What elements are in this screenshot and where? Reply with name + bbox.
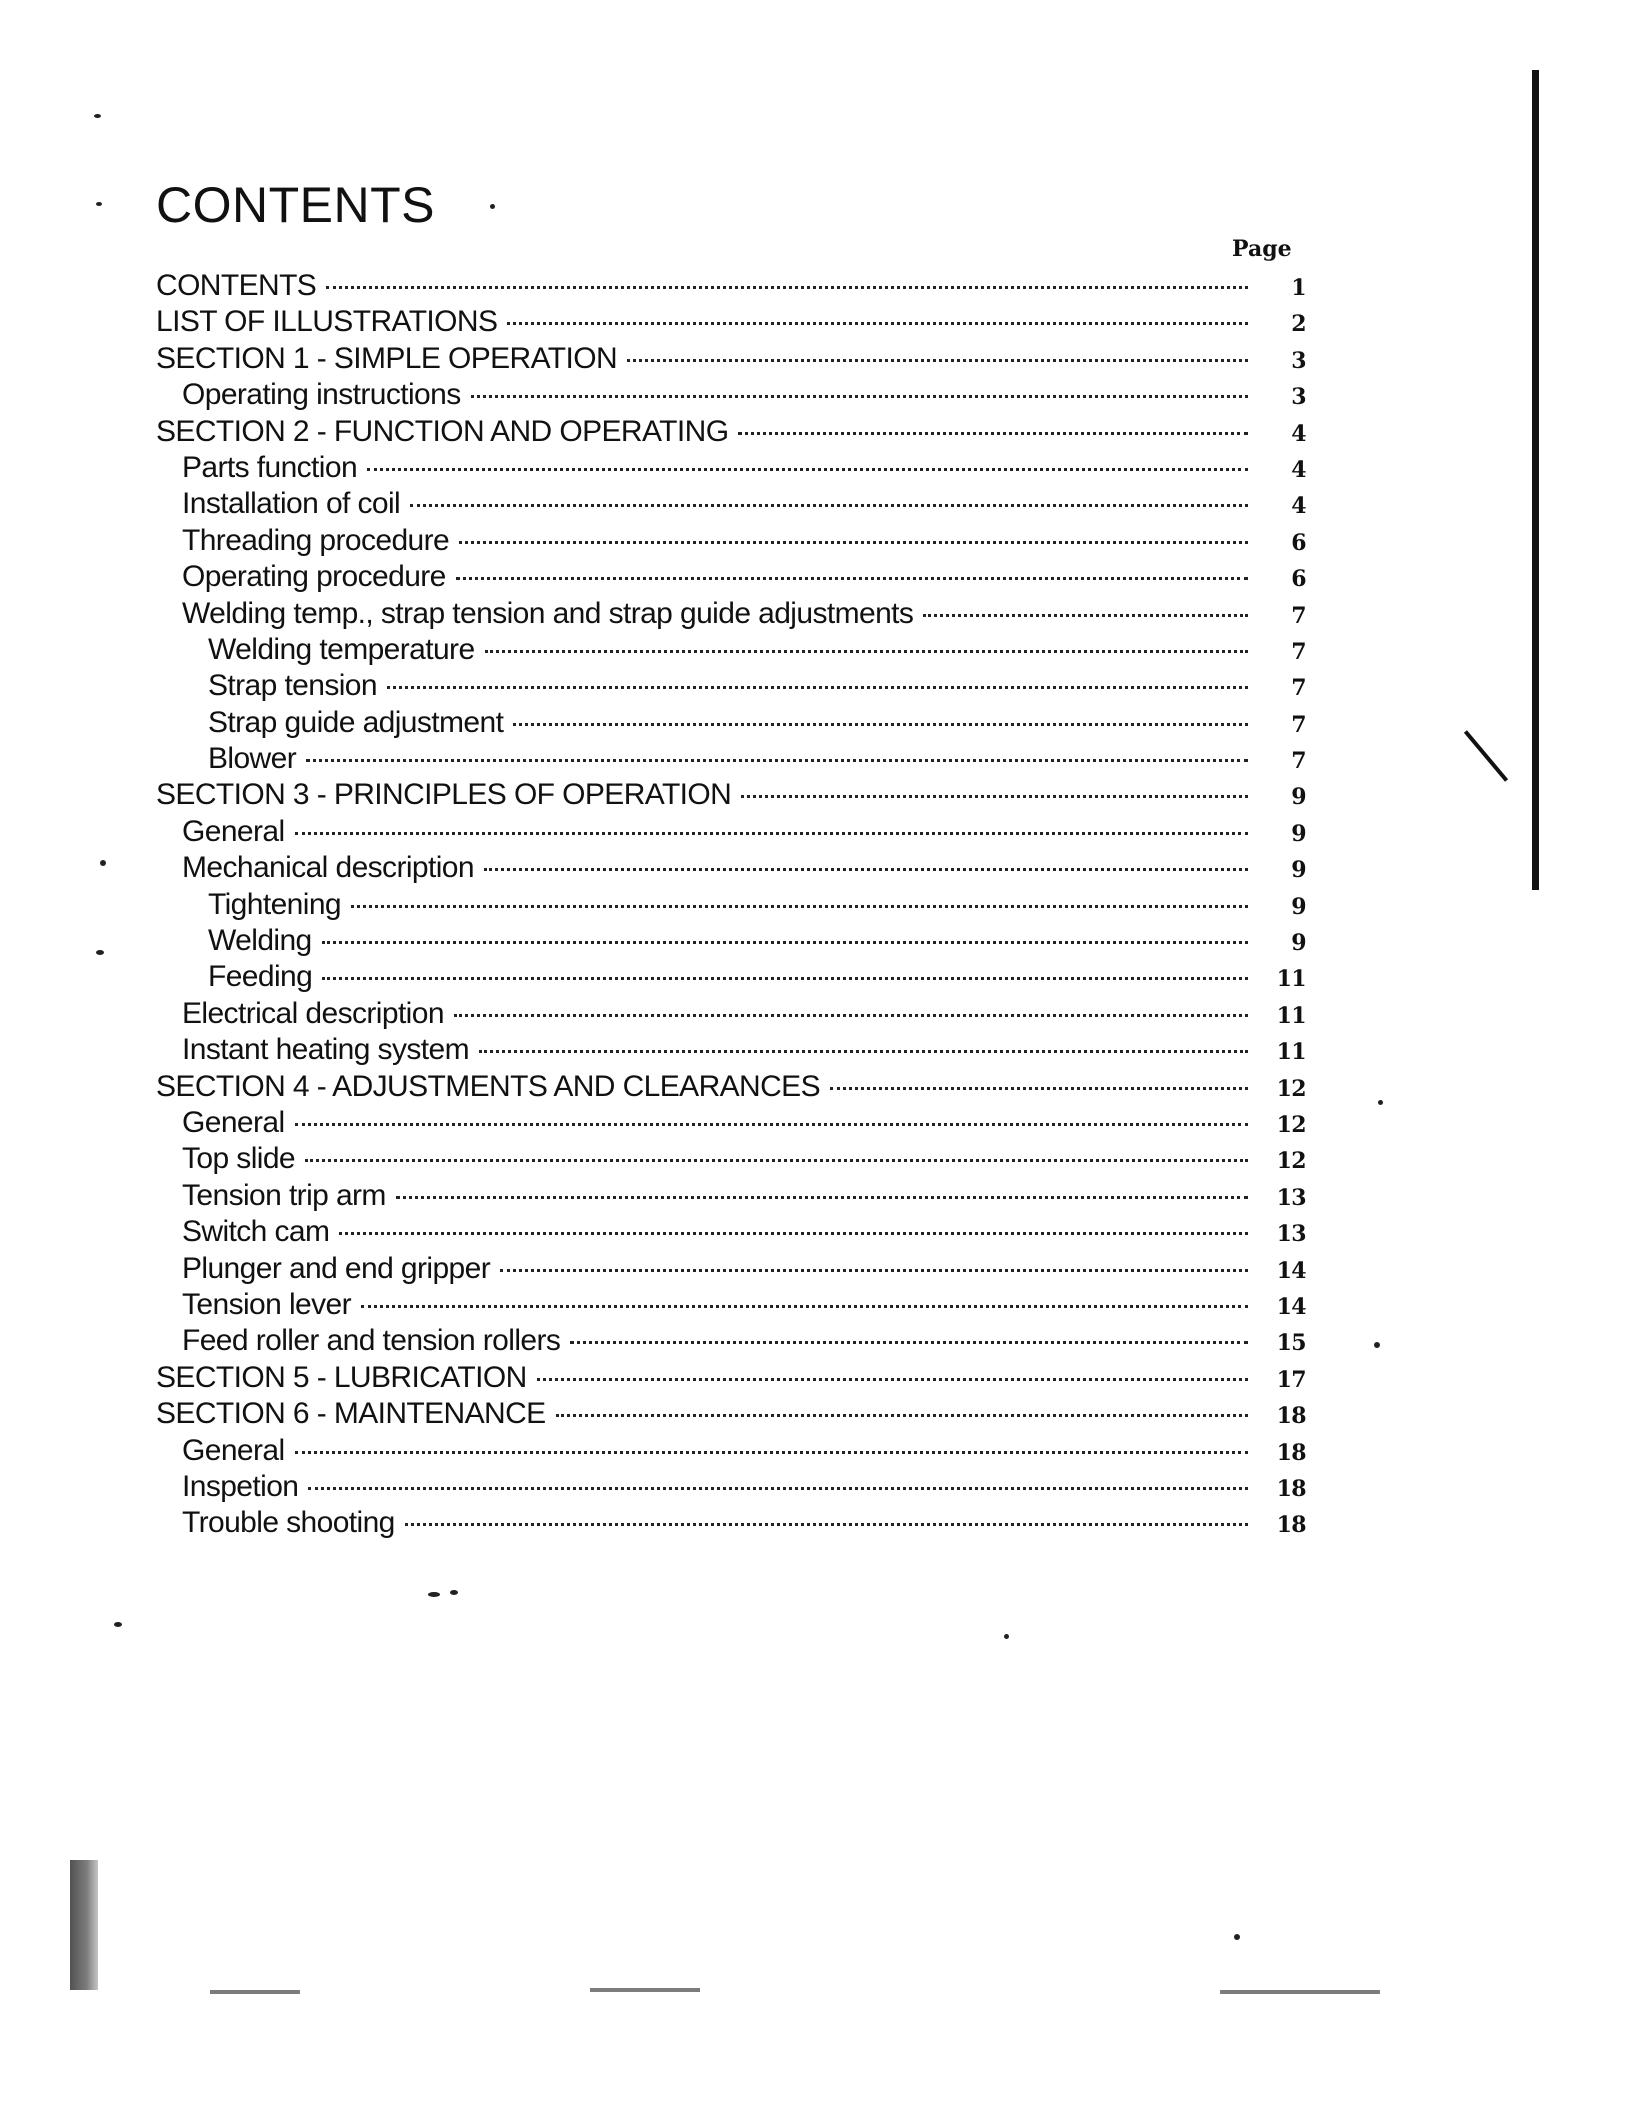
- toc-entry-label: Plunger and end gripper: [182, 1251, 491, 1285]
- toc-entry-page-number: 7: [1291, 638, 1306, 665]
- dot-leader: [322, 941, 1248, 944]
- toc-entry: [156, 450, 1306, 486]
- toc-entry: [156, 1069, 1306, 1105]
- toc-entry-page-number: 6: [1291, 529, 1306, 556]
- toc-entry-label: CONTENTS: [156, 269, 317, 302]
- dot-leader: [923, 614, 1248, 617]
- toc-entry: [156, 559, 1306, 595]
- dot-leader: [322, 977, 1248, 980]
- dot-leader: [500, 1269, 1248, 1272]
- toc-entry: [156, 632, 1306, 668]
- toc-entry-label: Strap guide adjustment: [208, 705, 504, 739]
- toc-entry-page-number: 15: [1276, 1330, 1306, 1357]
- scan-smudge: [210, 1990, 300, 1994]
- toc-entry-label: Tightening: [208, 887, 341, 921]
- dot-leader: [306, 759, 1248, 762]
- toc-entry: [156, 268, 1306, 304]
- scan-speck: [1004, 1634, 1009, 1639]
- toc-entry-label: Welding temp., strap tension and strap guide adjustments: [182, 596, 914, 630]
- scan-smudge: [1220, 1990, 1380, 1994]
- toc-entry-label: Welding: [208, 924, 312, 958]
- dot-leader: [484, 868, 1248, 871]
- dot-leader: [471, 395, 1248, 398]
- toc-entry-label: Trouble shooting: [182, 1506, 395, 1540]
- dot-leader: [326, 286, 1248, 289]
- toc-entry: [156, 304, 1306, 340]
- dot-leader: [627, 359, 1248, 362]
- toc-entry-label: Feeding: [208, 960, 313, 994]
- toc-entry-page-number: 3: [1291, 347, 1306, 374]
- toc-entry-page-number: 14: [1276, 1257, 1306, 1284]
- dot-leader: [485, 650, 1248, 653]
- toc-entry-label: Electrical description: [182, 996, 444, 1030]
- toc-entry-label: General: [182, 1105, 285, 1139]
- toc-entry: [156, 596, 1306, 632]
- toc-entry: [156, 814, 1306, 850]
- toc-entry: [156, 1251, 1306, 1287]
- scan-speck: [428, 1592, 440, 1597]
- toc-entry-label: Strap tension: [208, 669, 377, 703]
- toc-entry-page-number: 9: [1291, 820, 1306, 847]
- toc-entry-label: SECTION 1 - SIMPLE OPERATION: [156, 341, 618, 375]
- dot-leader: [507, 322, 1248, 325]
- toc-entry-page-number: 7: [1291, 602, 1306, 629]
- toc-entry: [156, 887, 1306, 923]
- toc-entry-label: General: [182, 1433, 285, 1467]
- toc-entry-label: Tension trip arm: [182, 1178, 386, 1212]
- toc-entry-page-number: 9: [1291, 784, 1306, 811]
- toc-entry-label: SECTION 2 - FUNCTION AND OPERATING: [156, 414, 729, 448]
- scan-speck: [1234, 1934, 1240, 1940]
- toc-entry-page-number: 12: [1276, 1075, 1306, 1102]
- dot-leader: [387, 686, 1248, 689]
- toc-entry: [156, 1360, 1306, 1396]
- toc-entry-label: Feed roller and tension rollers: [182, 1324, 561, 1358]
- toc-entry-label: Installation of coil: [182, 487, 401, 521]
- toc-entry-page-number: 13: [1276, 1184, 1306, 1211]
- toc-entry-label: Blower: [208, 742, 297, 776]
- dot-leader: [738, 432, 1248, 435]
- page-title: CONTENTS: [156, 177, 435, 233]
- dot-leader: [361, 1305, 1248, 1308]
- toc-entry-label: Tension lever: [182, 1287, 351, 1321]
- toc-entry-page-number: 12: [1276, 1111, 1306, 1138]
- toc-entry-page-number: 12: [1276, 1148, 1306, 1175]
- toc-entry: [156, 1323, 1306, 1359]
- dot-leader: [556, 1414, 1248, 1417]
- scan-speck: [100, 860, 106, 866]
- toc-entry: [156, 414, 1306, 450]
- scan-speck: [96, 202, 102, 206]
- dot-leader: [295, 832, 1248, 835]
- toc-entry: [156, 850, 1306, 886]
- toc-entry: [156, 523, 1306, 559]
- scan-edge-rule: [1532, 70, 1539, 890]
- toc-entry-label: SECTION 5 - LUBRICATION: [156, 1360, 527, 1394]
- toc-entry: [156, 1141, 1306, 1177]
- toc-entry-label: Inspetion: [182, 1469, 299, 1503]
- scan-speck: [450, 1590, 458, 1595]
- toc-entry: [156, 1105, 1306, 1141]
- toc-entry: [156, 486, 1306, 522]
- stray-pen-mark: [1464, 730, 1508, 782]
- toc-entry-label: General: [182, 814, 285, 848]
- dot-leader: [308, 1487, 1248, 1490]
- dot-leader: [305, 1159, 1248, 1162]
- toc-entry: [156, 1214, 1306, 1250]
- toc-entry: [156, 341, 1306, 377]
- toc-entry-page-number: 7: [1291, 748, 1306, 775]
- toc-entry: [156, 668, 1306, 704]
- toc-entry: [156, 1287, 1306, 1323]
- toc-entry-page-number: 18: [1276, 1512, 1306, 1539]
- dot-leader: [295, 1451, 1248, 1454]
- dot-leader: [537, 1378, 1248, 1381]
- toc-entry-page-number: 9: [1291, 930, 1306, 957]
- toc-entry-page-number: 3: [1291, 384, 1306, 411]
- dot-leader: [830, 1087, 1248, 1090]
- dot-leader: [295, 1123, 1248, 1126]
- toc-entry-label: Operating instructions: [182, 378, 461, 412]
- toc-entry-page-number: 1: [1291, 275, 1306, 301]
- toc-entry: [156, 1178, 1306, 1214]
- toc-entry: [156, 959, 1306, 995]
- toc-entry-label: Welding temperature: [208, 632, 475, 666]
- scan-speck: [96, 950, 104, 955]
- toc-entry: [156, 705, 1306, 741]
- toc-entry: [156, 923, 1306, 959]
- toc-entry-page-number: 2: [1291, 311, 1306, 338]
- toc-entry-page-number: 9: [1291, 893, 1306, 920]
- toc-entry-label: Switch cam: [182, 1215, 330, 1249]
- toc-entry-page-number: 4: [1291, 493, 1306, 520]
- toc-entry: [156, 777, 1306, 813]
- toc-entry-label: LIST OF ILLUSTRATIONS: [156, 305, 498, 339]
- toc-entry-page-number: 11: [1276, 966, 1306, 993]
- scan-speck: [114, 1622, 122, 1627]
- toc-entry: [156, 377, 1306, 413]
- toc-entry-page-number: 14: [1276, 1293, 1306, 1320]
- toc-entry-page-number: 4: [1291, 456, 1306, 483]
- toc-entry-label: Parts function: [182, 450, 358, 484]
- page-column-label: Page: [1232, 236, 1292, 262]
- toc-entry: [156, 996, 1306, 1032]
- toc-entry-label: SECTION 6 - MAINTENANCE: [156, 1397, 546, 1431]
- toc-entry-page-number: 13: [1276, 1221, 1306, 1248]
- toc-entry-page-number: 17: [1276, 1366, 1306, 1393]
- scan-speck: [1374, 1342, 1380, 1348]
- toc-entry-page-number: 18: [1276, 1439, 1306, 1466]
- dot-leader: [513, 723, 1248, 726]
- toc-entry-label: Top slide: [182, 1142, 296, 1176]
- scan-speck: [490, 204, 495, 209]
- dot-leader: [459, 541, 1248, 544]
- toc-entry: [156, 741, 1306, 777]
- toc-entry-page-number: 18: [1276, 1475, 1306, 1502]
- toc-entry-label: SECTION 4 - ADJUSTMENTS AND CLEARANCES: [156, 1069, 820, 1103]
- toc-entry-label: Operating procedure: [182, 560, 446, 594]
- dot-leader: [456, 577, 1248, 580]
- dot-leader: [396, 1196, 1248, 1199]
- toc-entry-page-number: 7: [1291, 675, 1306, 702]
- dot-leader: [351, 905, 1248, 908]
- toc-entry-label: Mechanical description: [182, 851, 474, 885]
- toc-entry-page-number: 11: [1276, 1002, 1306, 1029]
- toc-entry-page-number: 11: [1276, 1039, 1306, 1066]
- scan-edge-shadow: [70, 1860, 98, 1990]
- toc-entry-page-number: 6: [1291, 566, 1306, 593]
- dot-leader: [479, 1050, 1248, 1053]
- toc-entry: [156, 1469, 1306, 1505]
- dot-leader: [339, 1232, 1248, 1235]
- toc-entry: [156, 1433, 1306, 1469]
- toc-entry-label: SECTION 3 - PRINCIPLES OF OPERATION: [156, 778, 732, 812]
- table-of-contents: [156, 268, 1306, 1542]
- dot-leader: [741, 795, 1248, 798]
- toc-entry-page-number: 7: [1291, 711, 1306, 738]
- scan-speck: [1378, 1100, 1383, 1105]
- dot-leader: [570, 1341, 1248, 1344]
- dot-leader: [410, 504, 1248, 507]
- toc-entry: [156, 1396, 1306, 1432]
- dot-leader: [405, 1523, 1248, 1526]
- toc-entry-label: Instant heating system: [182, 1033, 469, 1067]
- toc-entry: [156, 1032, 1306, 1068]
- toc-entry-page-number: 18: [1276, 1403, 1306, 1430]
- dot-leader: [454, 1014, 1248, 1017]
- toc-entry: [156, 1505, 1306, 1541]
- scan-smudge: [590, 1988, 700, 1992]
- dot-leader: [367, 468, 1248, 471]
- toc-entry-label: Threading procedure: [182, 523, 450, 557]
- toc-entry-page-number: 4: [1291, 420, 1306, 447]
- toc-entry-page-number: 9: [1291, 857, 1306, 884]
- scan-speck: [94, 114, 101, 118]
